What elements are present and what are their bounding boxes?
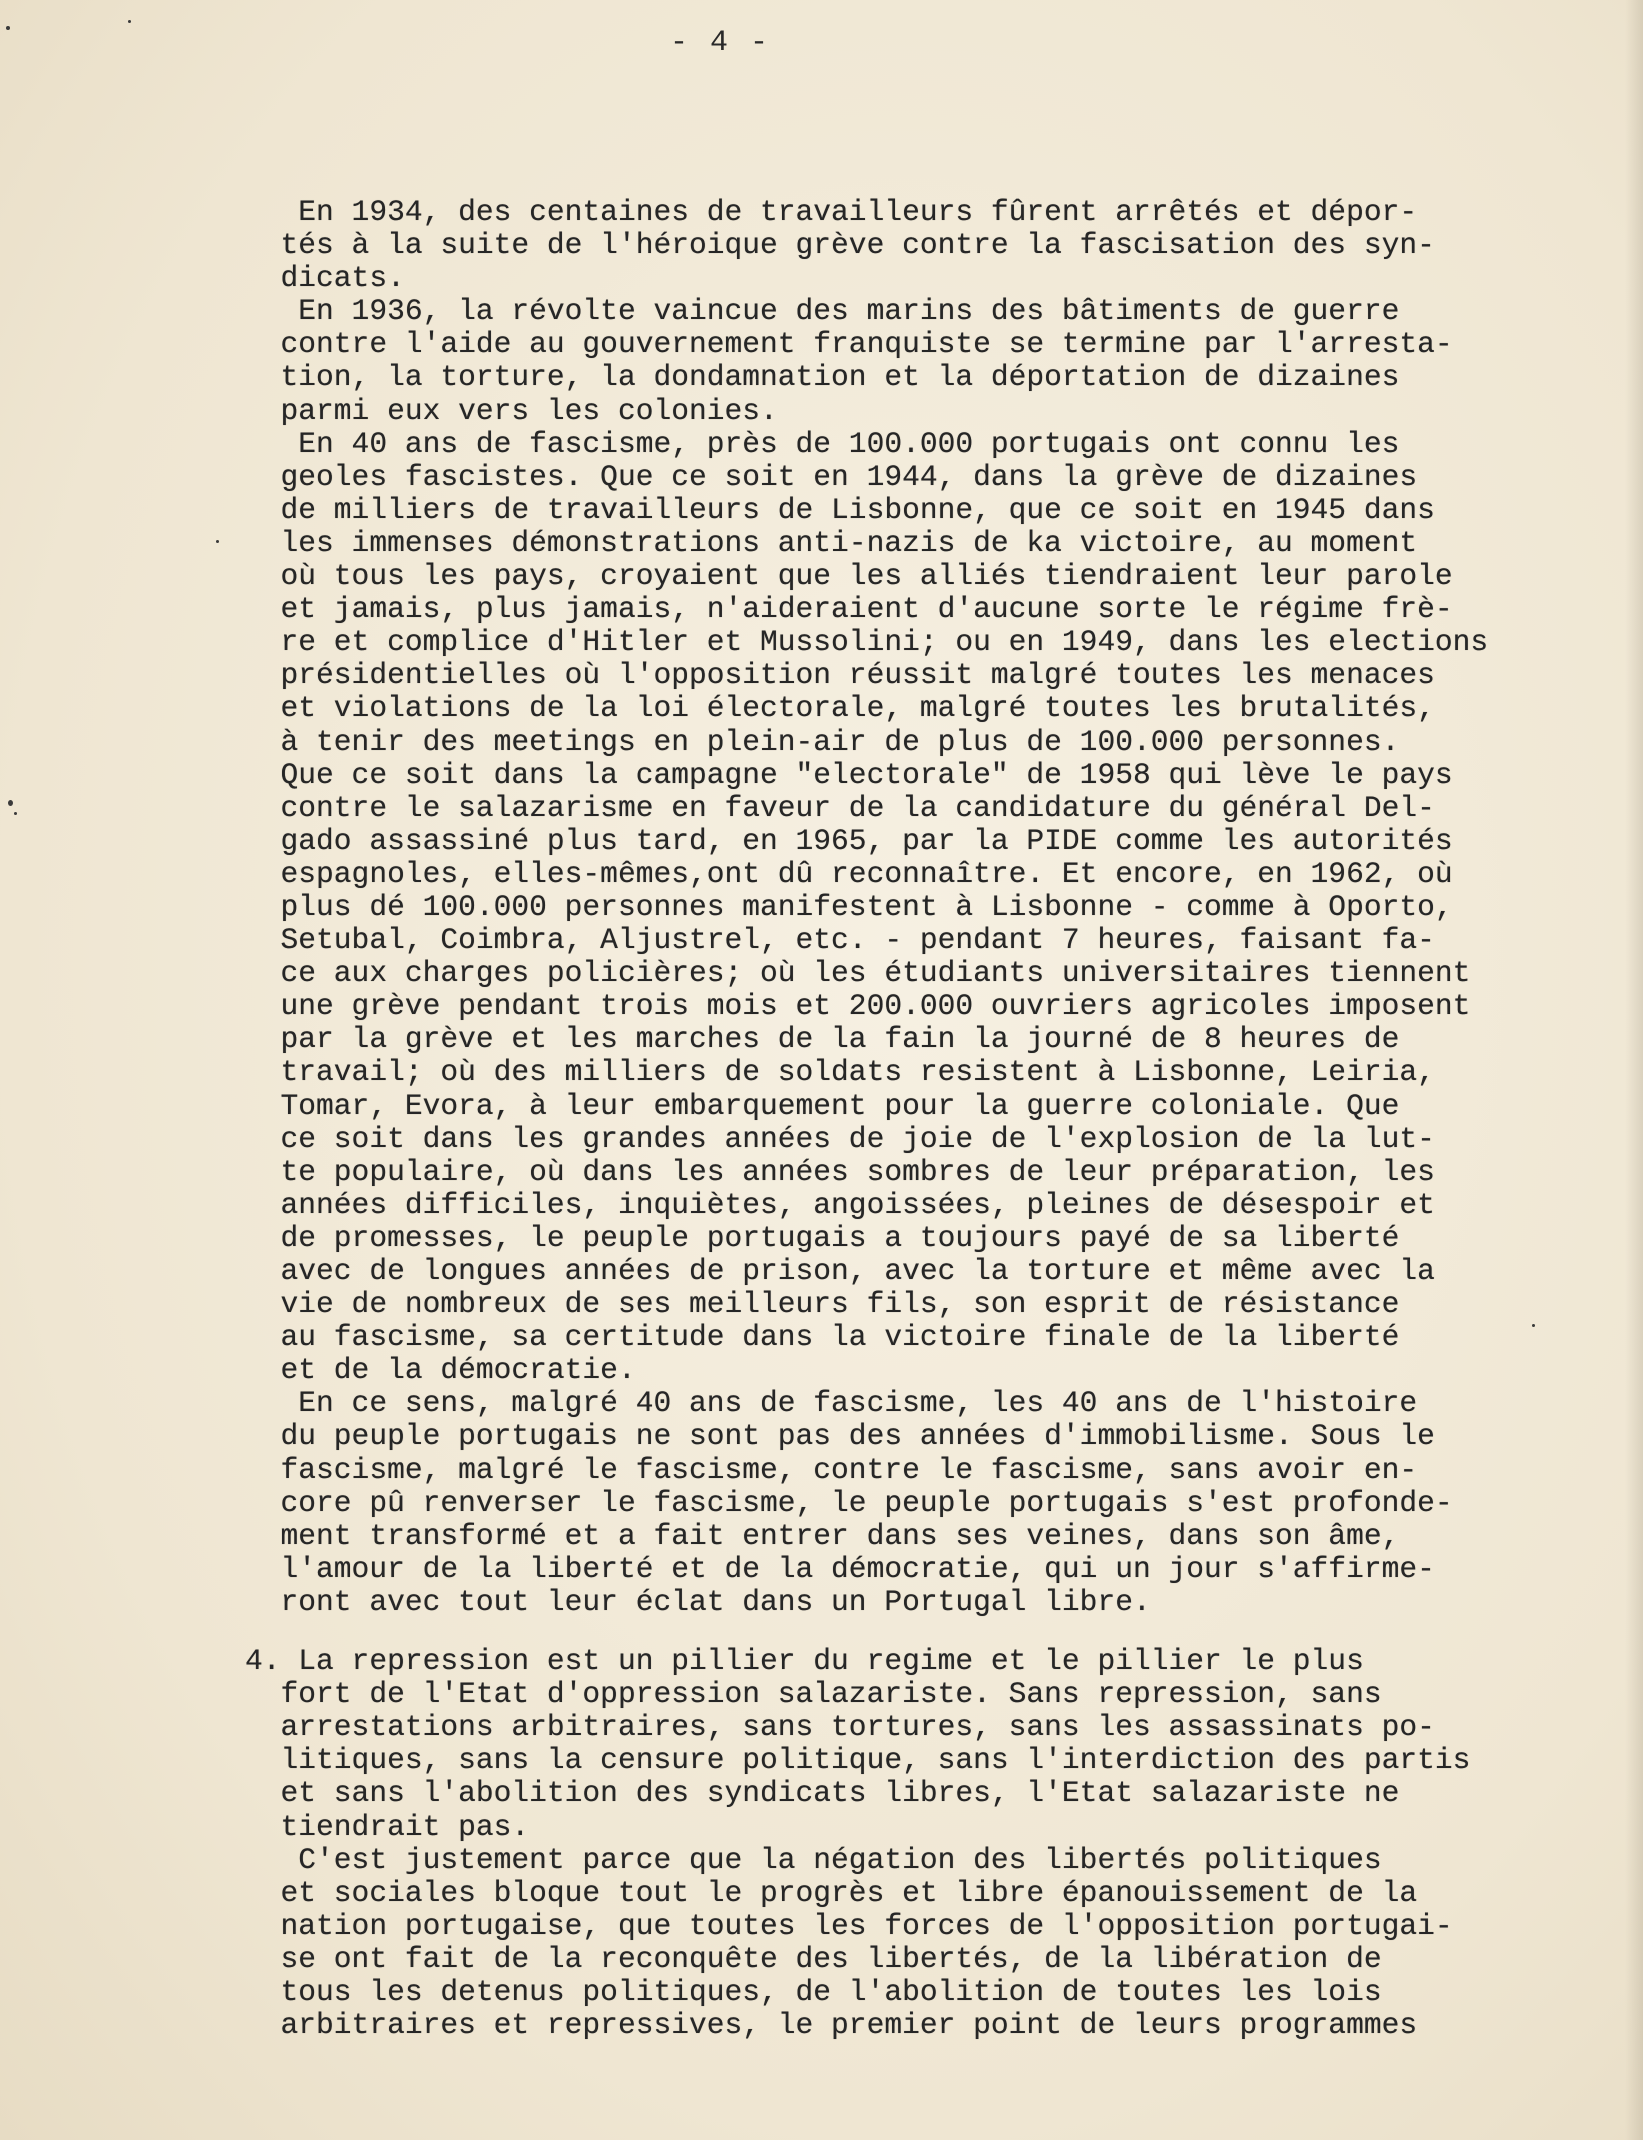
text-line: et sociales bloque tout le progrès et libre épanouissement de la (245, 1875, 1418, 1910)
text-line: En ce sens, malgré 40 ans de fascisme, les 40 ans de l'histoire (245, 1386, 1418, 1421)
text-line: re et complice d'Hitler et Mussolini; ou en 1949, dans les elections (245, 625, 1489, 660)
text-line: ce soit dans les grandes années de joie de l'explosion de la lut- (245, 1121, 1435, 1156)
paragraph (245, 196, 1575, 295)
text-line: travail; où des milliers de soldats resistent à Lisbonne, Leiria, (245, 1055, 1435, 1090)
text-line: de promesses, le peuple portugais a toujours payé de sa liberté (245, 1220, 1400, 1255)
text-line: En 1936, la révolte vaincue des marins des bâtiments de guerre (245, 294, 1400, 329)
paragraph-gap (245, 1619, 1575, 1645)
text-line: espagnoles, elles-mêmes,ont dû reconnaître. Et encore, en 1962, où (245, 856, 1453, 891)
ink-speck (8, 800, 13, 806)
text-line: En 1934, des centaines de travailleurs fûrent arrêtés et dépor- (245, 195, 1418, 229)
text-line: à tenir des meetings en plein-air de plus de 100.000 personnes. (245, 724, 1400, 759)
text-line: fascisme, malgré le fascisme, contre le fascisme, sans avoir en- (245, 1452, 1418, 1487)
text-line: du peuple portugais ne sont pas des années d'immobilisme. Sous le (245, 1419, 1435, 1454)
paragraph (245, 295, 1575, 427)
text-line: core pû renverser le fascisme, le peuple portugais s'est profonde- (245, 1485, 1453, 1520)
text-line: tés à la suite de l'héroique grève contre la fascisation des syn- (245, 228, 1435, 263)
text-line: contre l'aide au gouvernement franquiste se termine par l'arresta- (245, 327, 1453, 362)
text-line: Tomar, Evora, à leur embarquement pour la guerre coloniale. Que (245, 1088, 1400, 1123)
text-line: Que ce soit dans la campagne "electorale" de 1958 qui lève le pays (245, 757, 1453, 792)
text-line: et violations de la loi électorale, malgré toutes les brutalités, (245, 691, 1435, 726)
ink-speck (14, 812, 17, 815)
text-line: présidentielles où l'opposition réussit malgré toutes les menaces (245, 658, 1435, 693)
text-line: ront avec tout leur éclat dans un Portugal libre. (245, 1584, 1151, 1619)
paragraph (245, 1844, 1575, 2043)
text-line: fort de l'Etat d'oppression salazariste. Sans repression, sans (245, 1677, 1382, 1712)
text-line: tiendrait pas. (245, 1809, 530, 1844)
text-line: contre le salazarisme en faveur de la candidature du général Del- (245, 790, 1435, 825)
text-line: vie de nombreux de ses meilleurs fils, son esprit de résistance (245, 1287, 1400, 1322)
ink-speck (216, 540, 219, 543)
text-line: 4. La repression est un pillier du regime et le pillier le plus (245, 1644, 1364, 1679)
text-line: C'est justement parce que la négation des libertés politiques (245, 1842, 1382, 1877)
paragraph (245, 1645, 1575, 1844)
text-line: En 40 ans de fascisme, près de 100.000 portugais ont connu les (245, 426, 1400, 461)
text-line: avec de longues années de prison, avec la torture et même avec la (245, 1254, 1435, 1288)
text-line: et jamais, plus jamais, n'aideraient d'aucune sorte le régime frè- (245, 592, 1453, 627)
text-line: plus dé 100.000 personnes manifestent à Lisbonne - comme à Oporto, (245, 889, 1453, 924)
text-line: nation portugaise, que toutes les forces de l'opposition portugai- (245, 1908, 1453, 1943)
paragraph (245, 1387, 1575, 1619)
text-line: arrestations arbitraires, sans tortures, sans les assassinats po- (245, 1710, 1435, 1745)
text-line: une grève pendant trois mois et 200.000 ouvriers agricoles imposent (245, 989, 1471, 1024)
text-line: se ont fait de la reconquête des libertés, de la libération de (245, 1941, 1382, 1976)
text-line: ce aux charges policières; où les étudiants universitaires tiennent (245, 956, 1471, 991)
text-line: geoles fascistes. Que ce soit en 1944, dans la grève de dizaines (245, 459, 1418, 494)
paragraph (245, 428, 1575, 1388)
text-line: les immenses démonstrations anti-nazis de ka victoire, au moment (245, 525, 1418, 560)
text-line: litiques, sans la censure politique, sans l'interdiction des partis (245, 1743, 1471, 1778)
text-line: par la grève et les marches de la fain la journé de 8 heures de (245, 1022, 1400, 1057)
text-line: dicats. (245, 261, 405, 296)
text-line: te populaire, où dans les années sombres de leur préparation, les (245, 1154, 1435, 1189)
ink-speck (128, 20, 131, 23)
text-line: où tous les pays, croyaient que les alliés tiendraient leur parole (245, 559, 1453, 594)
text-line: et de la démocratie. (245, 1353, 636, 1388)
typed-body-text (245, 196, 1575, 2042)
text-line: ment transformé et a fait entrer dans ses veines, dans son âme, (245, 1518, 1400, 1553)
text-line: tion, la torture, la dondamnation et la déportation de dizaines (245, 360, 1400, 395)
text-line: parmi eux vers les colonies. (245, 393, 778, 428)
text-line: de milliers de travailleurs de Lisbonne, que ce soit en 1945 dans (245, 492, 1435, 527)
page-number: - 4 - (669, 26, 770, 60)
text-line: arbitraires et repressives, le premier point de leurs programmes (245, 2008, 1418, 2043)
text-line: gado assassiné plus tard, en 1965, par la PIDE comme les autorités (245, 823, 1453, 858)
text-line: l'amour de la liberté et de la démocratie, qui un jour s'affirme- (245, 1551, 1435, 1586)
text-line: au fascisme, sa certitude dans la victoire finale de la liberté (245, 1320, 1400, 1355)
text-line: Setubal, Coimbra, Aljustrel, etc. - pendant 7 heures, faisant fa- (245, 923, 1435, 958)
text-line: tous les detenus politiques, de l'abolition de toutes les lois (245, 1974, 1382, 2009)
text-line: et sans l'abolition des syndicats libres, l'Etat salazariste ne (245, 1776, 1400, 1811)
page-edge-shadow (1625, 0, 1643, 2140)
text-line: années difficiles, inquiètes, angoissées, pleines de désespoir et (245, 1187, 1435, 1222)
